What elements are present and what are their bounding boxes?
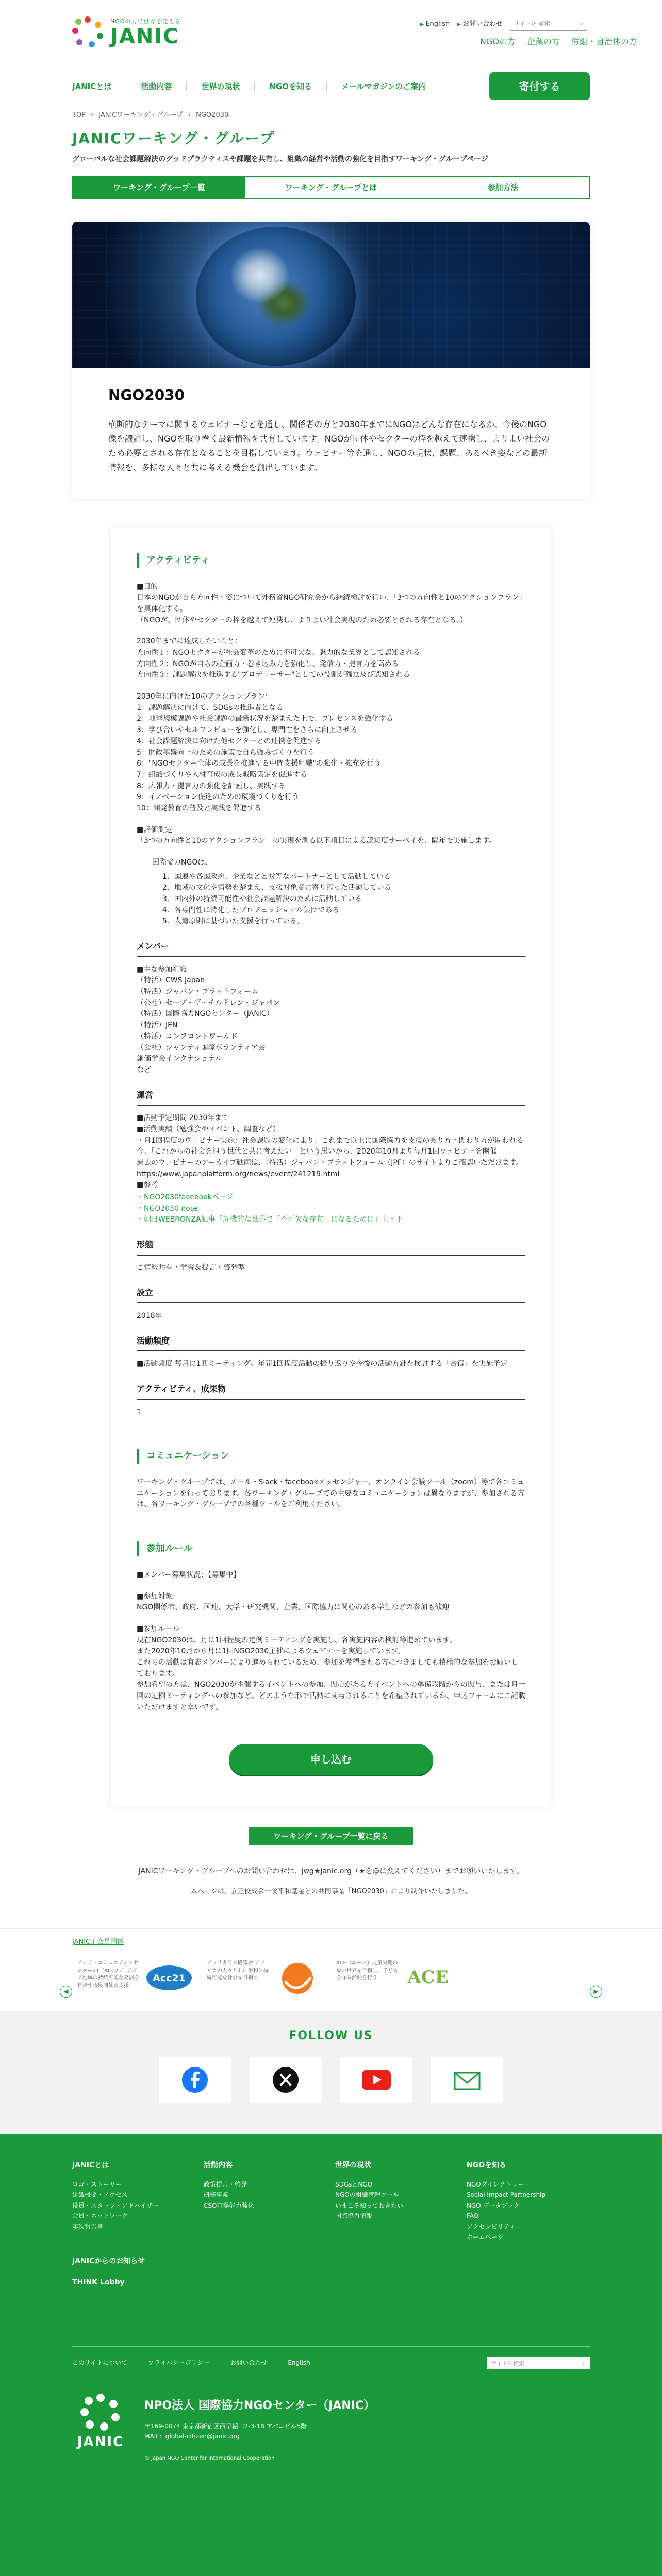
footer-link[interactable]: ロゴ・ストーリー [72, 2180, 122, 2188]
footer-link[interactable]: 役員・スタッフ・アドバイザー [72, 2201, 159, 2209]
globe-image [196, 227, 356, 366]
footer-col-world: 世界の現状 SDGsとNGO NGOの組織管理ツール いまこそ知っておきたい 国際協力情報 [335, 2160, 467, 2243]
recruiting-status: ■メンバー募集状況：【募集中】 [137, 1570, 241, 1579]
footer-org-name: NPO法人 国際協力NGOセンター（JANIC） [144, 2399, 375, 2412]
outcome-heading: アクティビティ、成果物 [137, 1382, 525, 1400]
footer-copyright: © Japan NGO Center for International Cooperation [144, 2455, 275, 2461]
established-heading: 設立 [137, 1286, 525, 1303]
ngo-is-title: 国際協力NGOは、 [152, 858, 212, 867]
footer-link[interactable]: いまこそ知っておきたい [335, 2201, 404, 2209]
activity-action-plans: 2030年に向けた10のアクションプラン： 1：課題解決に向けて、SDGsの推進者となる 2：地球規模課題や社会課題の最新状況を踏まえた上で、プレゼンスを強化する 3：学び合いやセルフレビューを強化し、専門性をさらに向上させる 4：社会課題解決に向けた他セクターとの連携を促進する 5：財政基盤向上のための施策で自ら強みづくりを行う 6："NGOセクター全体の成長を推進する中間支援組織"の強化・拡充を行う 7：組織づくりや人材育成の成長戦略策定を促進する 8：広報力・提言力の強化を計画し、実践する 9：イノベーション促進のための環境づくりを行う 10：開発教育の普及と実践を促進する [137, 692, 393, 812]
follow-us [0, 2011, 662, 2133]
breadcrumb-separator-icon: › [188, 111, 191, 119]
reference-link-note[interactable]: ・NGO2030 note [137, 1204, 197, 1213]
hero-description: 横断的なテーマに関するウェビナーなどを通し、関係者の方と2030年までにNGOはどんな存在になるか、今後のNGO像を議論し、NGOを取り巻く最新情報を共有しています。NGOが団体やセクターの枠を越えて連携し、よりよい社会のため必要とされる存在となることを目指しています。ウェビナー等を通し、NGOの現状、課題、あるべき姿などの最新情報を、多様な人々と共に考える機会を創出しています。 [108, 419, 550, 472]
footer-link[interactable]: NGO データブック [467, 2201, 520, 2209]
janic-logo-mark-icon [72, 2392, 129, 2438]
janic-logo-mark-icon [72, 16, 103, 47]
nav-item-world[interactable]: 世界の現状 [187, 82, 255, 91]
list-item: 4．各専門性に特化したプロフェッショナル集団である [162, 906, 340, 914]
established-text: 2018年 [137, 1311, 162, 1320]
newsletter-button[interactable] [431, 2057, 503, 2103]
ajf-logo [273, 1960, 324, 1996]
footer-address: 〒169-0074 東京都新宿区西早稲田2-3-18 アバコビル5階 [144, 2422, 307, 2430]
section-heading-activity: アクティビティ [137, 553, 525, 568]
footer-news-link[interactable]: JANICからのお知らせ [72, 2257, 145, 2266]
page-subtitle: グローバルな社会課題解決のグッドプラクティスや課題を共有し、組織の経営や活動の強化を目指すワーキング・グループページ [72, 155, 488, 163]
janic-footer-logo [72, 2392, 129, 2448]
audience-link-company[interactable]: 企業の方 [526, 37, 560, 46]
footer-link[interactable]: CSO市場能力強化 [204, 2201, 254, 2209]
contact-link[interactable]: ▶ お問い合わせ [457, 20, 503, 28]
footer-about-site-link[interactable]: このサイトについて [72, 2359, 127, 2366]
utility-links [420, 18, 587, 31]
members-list: ■主な参加組織 （特活）CWS Japan （特活）ジャパン・プラットフォーム （公社）セーブ・ザ・チルドレン・ジャパン （特活）国際協力NGOセンター（JANIC） （特活）JEN （特活）コンフロントワールド （公社）シャンティ国際ボランティア会 創価学会インタナショナル など [137, 965, 280, 1074]
footer-link[interactable]: FAQ [467, 2212, 479, 2220]
form-heading: 形態 [137, 1238, 525, 1256]
footer-link[interactable]: ホームページ [467, 2233, 504, 2241]
section-heading-communication: コミュニケーション [137, 1449, 525, 1464]
footer-logo-name: JANIC [77, 2434, 124, 2450]
janic-logo[interactable] [72, 16, 180, 47]
english-link[interactable]: ▶ English [420, 20, 450, 28]
reference-link-webronza[interactable]: ・朝日WEBRONZA記事「危機的な世界で「不可欠な存在」になるために」上・下 [137, 1215, 403, 1224]
logo-name: JANIC [110, 24, 179, 48]
activity-evaluation: ■評価測定 「3つの方向性と10のアクションプラン」の実現を測る以下項目による認知度サーベイを、隔年で実施します。 [137, 825, 496, 845]
list-item: 5．人道原則に基づいた支援を行っている。 [162, 917, 304, 926]
communication-text: ワーキング・グループでは、メール・Slack・facebookメッセンジャー、オンライン会議ツール（zoom）等で各コミュニケーションを行っております。各ワーキング・グループでの主要なコミュニケーションは異なりますが、参加される方は、各ワーキング・グループでの各種ツールをご利用ください。 [137, 1478, 525, 1509]
footer-link[interactable]: アクセシビリティ [467, 2223, 516, 2230]
breadcrumb-separator-icon: › [91, 111, 94, 119]
footer-col-activities: 活動内容 政策提言・啓発 研修事業 CSO市場能力強化 [204, 2160, 335, 2243]
donate-button[interactable]: 寄付する [489, 72, 590, 100]
participation-rules: ■参加ルール 現在NGO2030は、月に1回程度の定例ミーティングを実施し、各実施内容の検討等進めています。 また2020年10月から月に1回NGO2030主催によるウェビナーを実施しています。 これらの活動は有志メンバーにより進められているため、参加を希望される方につきましても積極的な参加をお願いしております。 参加希望の方は、NGO2030が主催するイベントへの参加、関心がある方イベントへの準備段階からの関与、または月一回の定例ミーティングへの参加など、どのような形で活動に関与されることを希望されているか、申込フォームにご記載いただけますと幸いです。 [137, 1624, 525, 1711]
youtube-icon [361, 2069, 392, 2091]
nav-item-newsletter[interactable]: メールマガジンのご案内 [341, 82, 426, 91]
hero-globe-image [72, 222, 590, 368]
youtube-button[interactable] [340, 2057, 412, 2103]
footer-link[interactable]: SDGsとNGO [335, 2180, 373, 2188]
page-credit: 本ページは、立正佼成会一食平和基金との共同事業「NGO2030」により制作いたしました。 [191, 1887, 471, 1895]
member-card[interactable]: アフリカ日本協議会 アフリカの人々と共に平和と持続可能な社会を目指す [202, 1960, 331, 1996]
contact-info: JANICワーキング・グループへのお問い合わせは、jwg★janic.org（★を@に変えてください）までお願いいたします。 [138, 1867, 524, 1876]
nav-item-ngo[interactable]: NGOを知る [255, 82, 327, 91]
tab-how-to-join[interactable]: 参加方法 [487, 182, 519, 192]
hero-card [72, 222, 590, 499]
members-carousel-label[interactable]: JANIC正会員団体 [72, 1938, 124, 1946]
breadcrumb-wg[interactable]: JANICワーキング・グループ [98, 111, 183, 119]
footer-link[interactable]: NGOダイレクトリー [467, 2180, 524, 2188]
acc21-logo [143, 1960, 195, 1996]
frequency-heading: 活動頻度 [137, 1334, 525, 1352]
footer-link[interactable]: 研修事業 [204, 2191, 229, 2199]
mail-icon [453, 2069, 482, 2091]
list-item: 1．国連や各国政府、企業などと対等なパートナーとして活動している [162, 872, 391, 881]
footer-english-link[interactable]: English [288, 2359, 310, 2366]
list-item: 3．国内外の持続可能性や社会課題解決のために活動している [162, 895, 362, 904]
footer-link[interactable]: 年次報告書 [72, 2223, 104, 2230]
site-footer [0, 2134, 662, 2576]
breadcrumb [72, 110, 662, 121]
audience-links [480, 35, 637, 48]
facebook-icon [181, 2066, 208, 2093]
member-card[interactable]: ACE（エース）児童労働のない世界を目指し、子どもを守る活動を行う ACE [331, 1960, 460, 1996]
form-text: ご情報共有・学習＆提言・啓発型 [137, 1263, 245, 1272]
svg-text:Acc21: Acc21 [153, 1973, 186, 1985]
wg-content [111, 528, 551, 1806]
back-to-list-button[interactable]: ワーキング・グループ一覧に戻る [249, 1827, 413, 1845]
nav-item-about[interactable]: JANICとは [72, 82, 126, 91]
footer-link[interactable]: Social Impact Partnership [467, 2191, 546, 2199]
breadcrumb-current: NGO2030 [196, 111, 229, 119]
site-search-input[interactable]: サイト内検索 ⌕ [510, 18, 587, 31]
reference-link-facebook[interactable]: ・NGO2030facebookページ [137, 1193, 234, 1202]
footer-org-info [72, 2392, 375, 2463]
activity-goals: 2030年までに達成したいこと： 方向性１：NGOセクターが社会変革のために不可欠な、魅力的な業界として認知される 方向性２：NGOが自らの企画力・巻き込み力を強化し、発信力・提言力を高める 方向性３：課題解決を推進する"プロデューサー"としての役割が確立及び認知される [137, 637, 421, 680]
footer-mail: MAIL：global-citizen@janic.org [144, 2433, 240, 2441]
audience-link-union[interactable]: 労組・自治体の方 [571, 37, 637, 46]
search-icon: ⌕ [580, 20, 584, 28]
list-item: 2．地域の文化や情勢を踏まえ、支援対象者に寄り添った活動している [162, 884, 391, 892]
search-icon: ⌕ [582, 2360, 586, 2367]
wg-tabs [72, 176, 590, 199]
operation-heading: 運営 [137, 1089, 525, 1106]
ace-logo [402, 1960, 454, 1996]
svg-text:ACE: ACE [407, 1967, 449, 1988]
operation-text: ■活動予定期間 2030年まで ■活動実績（勉強会やイベント、調査など） ・月1回程度のウェビナー実施：社会課題の変化により、これまで以上に国際協力を支援のあり方・関わり方が問われる今、「これからの社会を担う世代と共に考えたい」という思いから、2020年10月より毎月1回ウェビナーを開催 過去のウェビナーのアーカイブ動画は、（特活）ジャパン・プラットフォーム（JPF）のサイトよりご確認いただけます。https://www.japanplatform.org/news/event/241219.html ■参考 [137, 1114, 524, 1190]
audience-link-ngo[interactable]: NGOの方 [480, 37, 516, 46]
footer-bottom-links [72, 2346, 590, 2369]
frequency-text: ■活動頻度 毎月に1回ミーティング。年間1回程度活動の振り返りや今後の活動方針を検討する「合宿」を実施予定 [137, 1360, 508, 1368]
tab-wg-about[interactable]: ワーキング・グループとは [245, 177, 418, 198]
outcome-text: 1 [137, 1408, 141, 1416]
footer-col-about: JANICとは ロゴ・ストーリー 組織概要・アクセス 役員・スタッフ・アドバイザー 会員・ネットワーク 年次報告書 [72, 2160, 204, 2243]
footer-search-input[interactable]: サイト内検索 ⌕ [487, 2357, 590, 2369]
footer-link[interactable]: 組織概要・アクセス [72, 2191, 128, 2199]
carousel-prev-icon[interactable]: ◀ [60, 1986, 72, 1998]
logo-tagline: NGOの力で世界を変える [110, 18, 181, 25]
follow-title: FOLLOW US [289, 2029, 373, 2043]
activity-purpose: ■目的 日本のNGOが自ら方向性・姿について外務省NGO研究会から継続検討を行い、「3つの方向性と10のアクションプラン」を具体化する。 （NGOが、団体やセクターの枠を越えて連携し、よりよい社会実現のため必要とされる存在となる。） [137, 582, 523, 624]
global-nav [0, 70, 662, 103]
member-card[interactable]: アジア・コミュニティ・センター21（ACC21）アジア地域の持続可能な発展を目指す市民団体の支援 Acc21 [72, 1960, 202, 1996]
footer-privacy-link[interactable]: プライバシーポリシー [147, 2359, 210, 2366]
section-heading-rules: 参加ルール [137, 1541, 525, 1556]
x-icon [272, 2066, 299, 2093]
footer-link[interactable]: NGOの組織管理ツール [335, 2191, 399, 2199]
tab-wg-list[interactable]: ワーキング・グループ一覧 [73, 177, 245, 198]
members-heading: メンバー [137, 940, 525, 957]
footer-think-lobby-link[interactable]: THINK Lobby [72, 2278, 125, 2286]
footer-link[interactable]: 国際協力情報 [335, 2212, 373, 2220]
carousel-next-icon[interactable]: ▶ [590, 1986, 602, 1998]
facebook-button[interactable] [159, 2057, 231, 2103]
member-carousel [0, 1928, 662, 2007]
apply-button[interactable]: 申し込む [229, 1744, 433, 1775]
footer-link[interactable]: 会員・ネットワーク [72, 2212, 128, 2220]
breadcrumb-top[interactable]: TOP [72, 111, 86, 119]
participation-targets: ■参加対象： NGO関係者、政府、国連、大学・研究機関、企業、国際協力に関心のある学生などの参加も歓迎 [137, 1592, 450, 1612]
site-header [0, 0, 662, 70]
footer-link[interactable]: 政策提言・啓発 [204, 2180, 247, 2188]
nav-item-activities[interactable]: 活動内容 [126, 82, 187, 91]
x-button[interactable] [250, 2057, 322, 2103]
footer-col-ngo: NGOを知る NGOダイレクトリー Social Impact Partnership NGO データブック FAQ アクセシビリティ ホームページ [467, 2160, 598, 2243]
footer-contact-link[interactable]: お問い合わせ [230, 2359, 268, 2366]
page-title: JANICワーキング・グループ [72, 129, 275, 147]
hero-title: NGO2030 [108, 386, 185, 403]
ngo-is-list [152, 857, 525, 927]
